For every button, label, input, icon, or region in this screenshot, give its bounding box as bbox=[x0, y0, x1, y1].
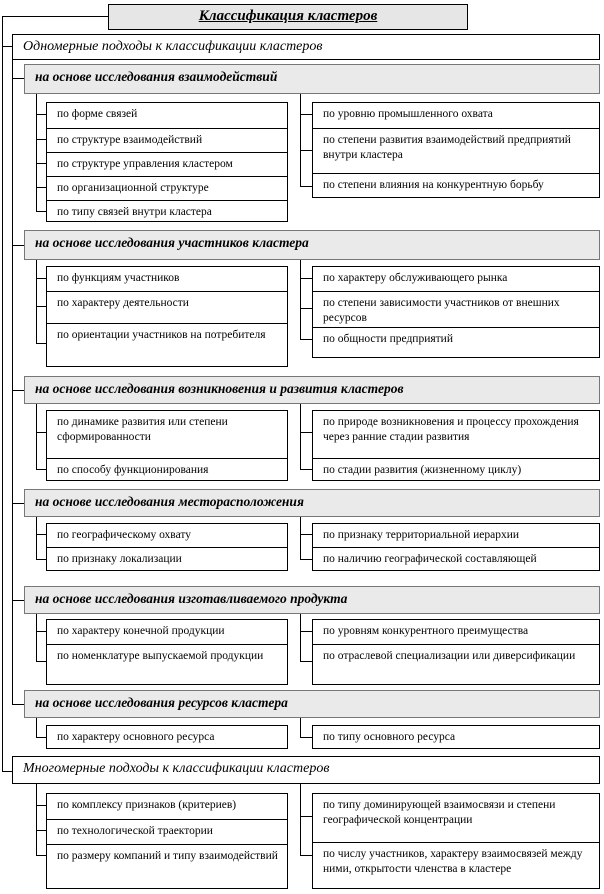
connector-line bbox=[36, 94, 37, 212]
connector-line bbox=[300, 278, 312, 279]
connector-line bbox=[36, 343, 46, 344]
criterion-item: по степени развития взаимодействий предприятий внутри кластера bbox=[313, 128, 599, 173]
connector-line bbox=[300, 94, 301, 187]
connector-line bbox=[12, 704, 24, 705]
criteria-list bbox=[312, 793, 600, 889]
criterion-item: по отраслевой специализации или диверсификации bbox=[313, 644, 599, 684]
connector-line bbox=[36, 534, 46, 535]
criteria-list bbox=[312, 410, 600, 481]
criterion-item: по уровню промышленного охвата bbox=[323, 108, 493, 120]
criteria-list bbox=[312, 523, 600, 571]
connector-line bbox=[300, 559, 312, 560]
subgroup-header-origin-development: на основе исследования возникновения и развития кластеров bbox=[24, 376, 600, 404]
criterion-item: по наличию географической составляющей bbox=[313, 547, 599, 570]
subgroup-header-participants: на основе исследования участников кластера bbox=[24, 230, 600, 260]
connector-line bbox=[300, 784, 301, 856]
connector-line bbox=[300, 469, 312, 470]
connector-line bbox=[300, 631, 312, 632]
criterion-item: по характеру конечной продукции bbox=[57, 625, 225, 637]
connector-line bbox=[36, 114, 46, 115]
connector-line bbox=[12, 60, 13, 704]
diagram-title: Классификация кластеров bbox=[108, 4, 468, 30]
connector-line bbox=[300, 661, 312, 662]
criterion-item: по уровням конкурентного преимущества bbox=[323, 625, 529, 637]
connector-line bbox=[300, 150, 312, 151]
criteria-list bbox=[46, 793, 288, 889]
connector-line bbox=[300, 432, 312, 433]
criterion-item: по комплексу признаков (критериев) bbox=[57, 799, 237, 811]
connector-line bbox=[36, 661, 46, 662]
criterion-item: по функциям участников bbox=[57, 272, 180, 284]
criterion-item: по характеру деятельности bbox=[47, 291, 287, 323]
criterion-item: по технологической траектории bbox=[47, 819, 287, 844]
criterion-item: по степени зависимости участников от внешних ресурсов bbox=[313, 291, 599, 327]
connector-line bbox=[36, 404, 37, 470]
criterion-item: по способу функционирования bbox=[47, 458, 287, 480]
subgroup-header-interactions: на основе исследования взаимодействий bbox=[24, 64, 600, 94]
criteria-list bbox=[312, 619, 600, 685]
criterion-item: по географическому охвату bbox=[57, 529, 192, 541]
criterion-item: по динамике развития или степени сформированности bbox=[57, 416, 228, 443]
criterion-item: по форме связей bbox=[57, 108, 138, 120]
connector-line bbox=[36, 187, 46, 188]
criteria-list bbox=[312, 725, 600, 749]
connector-line bbox=[12, 245, 24, 246]
connector-line bbox=[2, 16, 3, 772]
connector-line bbox=[300, 855, 312, 856]
criterion-item: по организационной структуре bbox=[47, 176, 287, 200]
criteria-list bbox=[46, 619, 288, 685]
criterion-item: по размеру компаний и типу взаимодействий bbox=[47, 844, 287, 888]
connector-line bbox=[36, 631, 46, 632]
criteria-list bbox=[46, 523, 288, 571]
criteria-list bbox=[46, 410, 288, 481]
criterion-item: по признаку локализации bbox=[47, 547, 287, 570]
connector-line bbox=[300, 517, 301, 560]
connector-line bbox=[36, 855, 46, 856]
connector-line bbox=[300, 718, 301, 737]
connector-line bbox=[36, 211, 46, 212]
connector-line bbox=[300, 737, 312, 738]
connector-line bbox=[12, 390, 24, 391]
connector-line bbox=[300, 339, 312, 340]
connector-line bbox=[36, 737, 46, 738]
connector-line bbox=[12, 503, 24, 504]
connector-line bbox=[36, 805, 46, 806]
subgroup-header-resources: на основе исследования ресурсов кластера bbox=[24, 690, 600, 718]
connector-line bbox=[300, 534, 312, 535]
connector-line bbox=[36, 139, 46, 140]
connector-line bbox=[12, 600, 24, 601]
criterion-item: по характеру обслуживающего рынка bbox=[323, 272, 508, 284]
connector-line bbox=[300, 114, 312, 115]
connector-line bbox=[300, 308, 312, 309]
connector-line bbox=[36, 469, 46, 470]
criterion-item: по структуре взаимодействий bbox=[47, 128, 287, 152]
criterion-item: по признаку территориальной иерархии bbox=[323, 529, 520, 541]
criterion-item: по общности предприятий bbox=[313, 327, 599, 357]
criterion-item: по номенклатуре выпускаемой продукции bbox=[47, 644, 287, 684]
group-header-one-dimensional: Одномерные подходы к классификации кластеров bbox=[12, 34, 600, 60]
criterion-item: по числу участников, характеру взаимосвязей между ними, открытости членства в кластере bbox=[313, 842, 599, 888]
connector-line bbox=[2, 16, 108, 17]
connector-line bbox=[36, 306, 46, 307]
connector-line bbox=[36, 260, 37, 344]
connector-line bbox=[36, 278, 46, 279]
connector-line bbox=[300, 404, 301, 470]
connector-line bbox=[36, 517, 37, 560]
connector-line bbox=[12, 78, 24, 79]
criterion-item: по типу доминирующей взаимосвязи и степени географической концентрации bbox=[323, 799, 556, 826]
criteria-list bbox=[312, 102, 600, 198]
criterion-item: по типу основного ресурса bbox=[323, 731, 456, 743]
criterion-item: по степени влияния на конкурентную борьбу bbox=[313, 173, 599, 197]
criterion-item: по стадии развития (жизненному циклу) bbox=[313, 458, 599, 480]
group-header-multi-dimensional: Многомерные подходы к классификации кластеров bbox=[12, 756, 600, 784]
connector-line bbox=[36, 784, 37, 856]
connector-line bbox=[36, 830, 46, 831]
subgroup-header-product: на основе исследования изготавливаемого продукта bbox=[24, 586, 600, 614]
criterion-item: по ориентации участников на потребителя bbox=[47, 323, 287, 366]
criteria-list bbox=[46, 102, 288, 222]
connector-line bbox=[36, 432, 46, 433]
subgroup-header-location: на основе исследования месторасположения bbox=[24, 489, 600, 517]
criteria-list bbox=[46, 266, 288, 367]
criterion-item: по природе возникновения и процессу прохождения через ранние стадии развития bbox=[323, 416, 579, 443]
criterion-item: по структуре управления кластером bbox=[47, 152, 287, 176]
criteria-list bbox=[46, 725, 288, 749]
connector-line bbox=[2, 46, 12, 47]
connector-line bbox=[36, 559, 46, 560]
connector-line bbox=[300, 260, 301, 340]
connector-line bbox=[36, 718, 37, 737]
connector-line bbox=[36, 614, 37, 662]
connector-line bbox=[300, 614, 301, 662]
connector-line bbox=[300, 816, 312, 817]
connector-line bbox=[300, 186, 312, 187]
connector-line bbox=[36, 163, 46, 164]
criteria-list bbox=[312, 266, 600, 358]
criterion-item: по типу связей внутри кластера bbox=[47, 200, 287, 221]
connector-line bbox=[2, 771, 12, 772]
criterion-item: по характеру основного ресурса bbox=[57, 731, 215, 743]
